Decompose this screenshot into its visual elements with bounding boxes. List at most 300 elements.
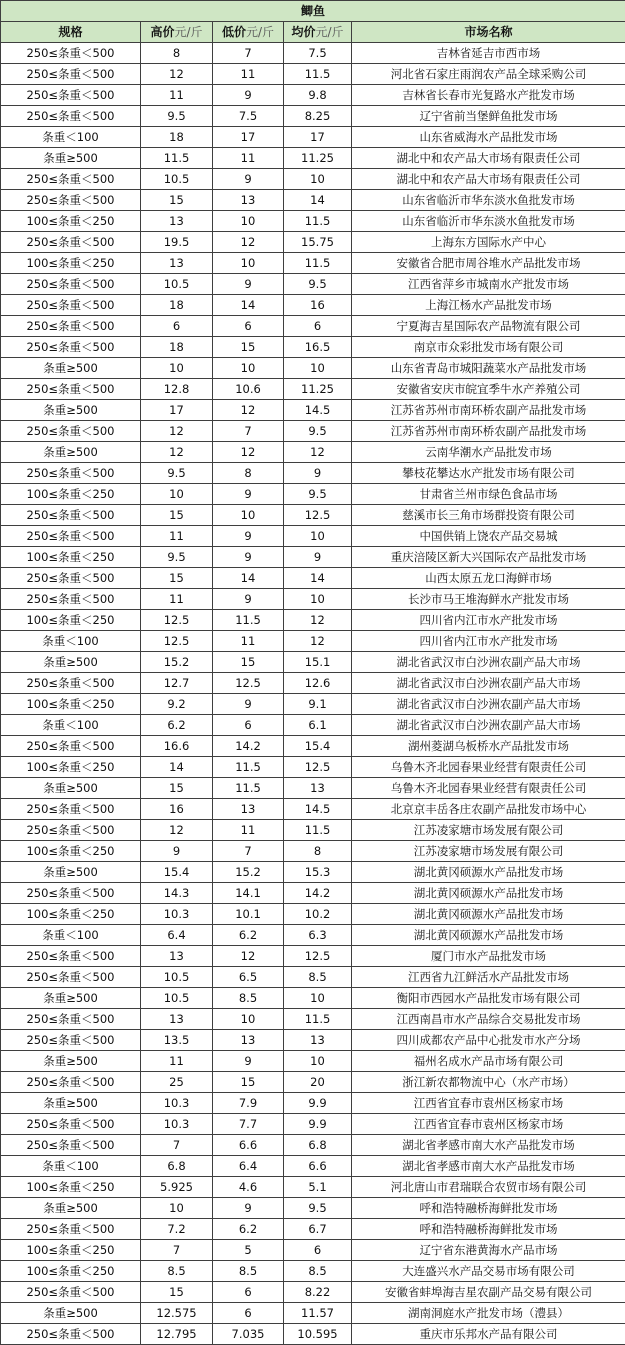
market-name-cell: 吉林省延吉市西市场	[352, 43, 625, 64]
table-row	[1, 64, 625, 85]
table-row	[1, 862, 625, 883]
spec-cell: 250≤条重＜500	[1, 85, 141, 106]
spec-cell: 250≤条重＜500	[1, 820, 141, 841]
table-row	[1, 274, 625, 295]
low-price-cell: 8.5	[213, 1261, 284, 1282]
spec-cell: 250≤条重＜500	[1, 799, 141, 820]
header-high-label: 高价	[150, 24, 175, 39]
low-price-cell: 12	[213, 232, 284, 253]
table-row	[1, 337, 625, 358]
spec-cell: 条重＜100	[1, 1156, 141, 1177]
high-price-cell: 16	[141, 799, 213, 820]
spec-cell: 100≤条重＜250	[1, 904, 141, 925]
market-name-cell: 四川省内江市水产批发市场	[352, 610, 625, 631]
spec-cell: 250≤条重＜500	[1, 379, 141, 400]
avg-price-cell: 9.5	[284, 274, 352, 295]
spec-cell: 100≤条重＜250	[1, 757, 141, 778]
high-price-cell: 12.5	[141, 610, 213, 631]
market-name-cell: 湖北黄冈硕源水产品批发市场	[352, 904, 625, 925]
high-price-cell: 18	[141, 295, 213, 316]
table-row	[1, 1177, 625, 1198]
table-row	[1, 946, 625, 967]
table-row	[1, 841, 625, 862]
high-price-cell: 9.5	[141, 463, 213, 484]
spec-cell: 250≤条重＜500	[1, 232, 141, 253]
spec-cell: 250≤条重＜500	[1, 1009, 141, 1030]
avg-price-cell: 11.25	[284, 148, 352, 169]
avg-price-cell: 6	[284, 1240, 352, 1261]
market-name-cell: 上海东方国际水产中心	[352, 232, 625, 253]
low-price-cell: 10.1	[213, 904, 284, 925]
avg-price-cell: 10.2	[284, 904, 352, 925]
high-price-cell: 6.4	[141, 925, 213, 946]
table-row	[1, 316, 625, 337]
low-price-cell: 13	[213, 190, 284, 211]
avg-price-cell: 20	[284, 1072, 352, 1093]
market-name-cell: 湖北中和农产品大市场有限责任公司	[352, 148, 625, 169]
avg-price-cell: 12	[284, 442, 352, 463]
market-name-cell: 江西省宜春市袁州区杨家市场	[352, 1114, 625, 1135]
avg-price-cell: 16	[284, 295, 352, 316]
market-name-cell: 河北唐山市君瑞联合农贸市场有限公司	[352, 1177, 625, 1198]
high-price-cell: 18	[141, 337, 213, 358]
spec-cell: 条重＜100	[1, 631, 141, 652]
high-price-cell: 6	[141, 316, 213, 337]
spec-cell: 250≤条重＜500	[1, 169, 141, 190]
market-name-cell: 山东省青岛市城阳蔬菜水产品批发市场	[352, 358, 625, 379]
avg-price-cell: 6.8	[284, 1135, 352, 1156]
market-name-cell: 呼和浩特融桥海鲜批发市场	[352, 1219, 625, 1240]
market-name-cell: 山东省临沂市华东淡水鱼批发市场	[352, 211, 625, 232]
table-row	[1, 190, 625, 211]
high-price-cell: 11	[141, 1051, 213, 1072]
high-price-cell: 11	[141, 85, 213, 106]
spec-cell: 250≤条重＜500	[1, 316, 141, 337]
market-name-cell: 湖北黄冈硕源水产品批发市场	[352, 925, 625, 946]
table-row	[1, 211, 625, 232]
market-name-cell: 湖州菱湖乌板桥水产品批发市场	[352, 736, 625, 757]
table-row	[1, 169, 625, 190]
table-row	[1, 883, 625, 904]
high-price-cell: 10	[141, 484, 213, 505]
high-price-cell: 8	[141, 43, 213, 64]
market-name-cell: 江西省宜春市袁州区杨家市场	[352, 1093, 625, 1114]
table-row	[1, 715, 625, 736]
spec-cell: 条重≥500	[1, 1303, 141, 1324]
low-price-cell: 14.1	[213, 883, 284, 904]
high-price-cell: 11	[141, 526, 213, 547]
avg-price-cell: 14.5	[284, 799, 352, 820]
spec-cell: 250≤条重＜500	[1, 883, 141, 904]
low-price-cell: 15	[213, 1072, 284, 1093]
avg-price-cell: 8.25	[284, 106, 352, 127]
market-name-cell: 呼和浩特融桥海鲜批发市场	[352, 1198, 625, 1219]
spec-cell: 250≤条重＜500	[1, 589, 141, 610]
table-row	[1, 1114, 625, 1135]
high-price-cell: 7.2	[141, 1219, 213, 1240]
spec-cell: 100≤条重＜250	[1, 547, 141, 568]
avg-price-cell: 10.595	[284, 1324, 352, 1345]
high-price-cell: 11	[141, 589, 213, 610]
avg-price-cell: 9	[284, 547, 352, 568]
low-price-cell: 6.5	[213, 967, 284, 988]
avg-price-cell: 8.5	[284, 1261, 352, 1282]
avg-price-cell: 10	[284, 169, 352, 190]
high-price-cell: 12	[141, 442, 213, 463]
avg-price-cell: 14	[284, 568, 352, 589]
low-price-cell: 14	[213, 295, 284, 316]
low-price-cell: 5	[213, 1240, 284, 1261]
high-price-cell: 15	[141, 505, 213, 526]
avg-price-cell: 9	[284, 463, 352, 484]
table-row	[1, 736, 625, 757]
spec-cell: 100≤条重＜250	[1, 1240, 141, 1261]
spec-cell: 250≤条重＜500	[1, 1324, 141, 1345]
market-name-cell: 安徽省蚌埠海吉星农副产品交易有限公司	[352, 1282, 625, 1303]
market-name-cell: 四川省内江市水产批发市场	[352, 631, 625, 652]
header-market-name: 市场名称	[352, 22, 625, 43]
market-name-cell: 山东省威海水产品批发市场	[352, 127, 625, 148]
low-price-cell: 11	[213, 820, 284, 841]
avg-price-cell: 13	[284, 1030, 352, 1051]
avg-price-cell: 8.22	[284, 1282, 352, 1303]
avg-price-cell: 11.5	[284, 64, 352, 85]
spec-cell: 250≤条重＜500	[1, 673, 141, 694]
header-high-unit: 元/斤	[174, 24, 203, 39]
low-price-cell: 6.6	[213, 1135, 284, 1156]
table-row	[1, 127, 625, 148]
low-price-cell: 15.2	[213, 862, 284, 883]
header-low-unit: 元/斤	[245, 24, 275, 39]
spec-cell: 250≤条重＜500	[1, 1282, 141, 1303]
table-row	[1, 799, 625, 820]
spec-cell: 250≤条重＜500	[1, 1030, 141, 1051]
market-name-cell: 衡阳市西园水产品批发市场有限公司	[352, 988, 625, 1009]
avg-price-cell: 6.1	[284, 715, 352, 736]
table-row	[1, 148, 625, 169]
avg-price-cell: 10	[284, 1051, 352, 1072]
market-name-cell: 湖南洞庭水产批发市场（澧县）	[352, 1303, 625, 1324]
low-price-cell: 11.5	[213, 610, 284, 631]
table-row	[1, 484, 625, 505]
low-price-cell: 11	[213, 148, 284, 169]
avg-price-cell: 7.5	[284, 43, 352, 64]
table-row	[1, 1240, 625, 1261]
high-price-cell: 11.5	[141, 148, 213, 169]
high-price-cell: 13	[141, 211, 213, 232]
avg-price-cell: 6.7	[284, 1219, 352, 1240]
avg-price-cell: 15.3	[284, 862, 352, 883]
low-price-cell: 9	[213, 1198, 284, 1219]
avg-price-cell: 12.6	[284, 673, 352, 694]
table-row	[1, 421, 625, 442]
spec-cell: 条重≥500	[1, 358, 141, 379]
low-price-cell: 6	[213, 1282, 284, 1303]
header-avg-label: 均价	[291, 24, 316, 39]
avg-price-cell: 15.4	[284, 736, 352, 757]
table-row	[1, 1156, 625, 1177]
market-name-cell: 大连盛兴水产品交易市场有限公司	[352, 1261, 625, 1282]
high-price-cell: 25	[141, 1072, 213, 1093]
table-row	[1, 1219, 625, 1240]
avg-price-cell: 6.3	[284, 925, 352, 946]
table-row	[1, 232, 625, 253]
high-price-cell: 12	[141, 64, 213, 85]
avg-price-cell: 10	[284, 589, 352, 610]
spec-cell: 100≤条重＜250	[1, 1261, 141, 1282]
spec-cell: 250≤条重＜500	[1, 337, 141, 358]
table-row	[1, 778, 625, 799]
low-price-cell: 12	[213, 400, 284, 421]
high-price-cell: 10.3	[141, 1093, 213, 1114]
avg-price-cell: 16.5	[284, 337, 352, 358]
high-price-cell: 12.575	[141, 1303, 213, 1324]
high-price-cell: 10.3	[141, 904, 213, 925]
high-price-cell: 9.5	[141, 547, 213, 568]
low-price-cell: 7.7	[213, 1114, 284, 1135]
avg-price-cell: 6.6	[284, 1156, 352, 1177]
avg-price-cell: 11.57	[284, 1303, 352, 1324]
spec-cell: 250≤条重＜500	[1, 505, 141, 526]
low-price-cell: 11	[213, 631, 284, 652]
avg-price-cell: 10	[284, 526, 352, 547]
header-avg-price	[284, 22, 352, 43]
market-name-cell: 湖北省孝感市南大水产品批发市场	[352, 1156, 625, 1177]
market-name-cell: 湖北省武汉市白沙洲农副产品大市场	[352, 694, 625, 715]
low-price-cell: 9	[213, 484, 284, 505]
low-price-cell: 6.4	[213, 1156, 284, 1177]
high-price-cell: 12	[141, 421, 213, 442]
spec-cell: 250≤条重＜500	[1, 526, 141, 547]
table-row	[1, 820, 625, 841]
high-price-cell: 14.3	[141, 883, 213, 904]
high-price-cell: 15	[141, 568, 213, 589]
spec-cell: 100≤条重＜250	[1, 253, 141, 274]
market-name-cell: 重庆市乐邦水产品有限公司	[352, 1324, 625, 1345]
avg-price-cell: 9.1	[284, 694, 352, 715]
table-row	[1, 988, 625, 1009]
header-low-price	[213, 22, 284, 43]
low-price-cell: 7	[213, 841, 284, 862]
market-name-cell: 湖北黄冈硕源水产品批发市场	[352, 862, 625, 883]
low-price-cell: 6	[213, 1303, 284, 1324]
market-name-cell: 辽宁省东港黄海水产品市场	[352, 1240, 625, 1261]
table-row	[1, 1198, 625, 1219]
market-name-cell: 攀枝花攀达水产批发市场有限公司	[352, 463, 625, 484]
spec-cell: 条重＜100	[1, 715, 141, 736]
high-price-cell: 12.795	[141, 1324, 213, 1345]
low-price-cell: 11	[213, 64, 284, 85]
avg-price-cell: 17	[284, 127, 352, 148]
low-price-cell: 7.5	[213, 106, 284, 127]
low-price-cell: 14.2	[213, 736, 284, 757]
avg-price-cell: 11.5	[284, 1009, 352, 1030]
header-low-label: 低价	[221, 24, 246, 39]
high-price-cell: 10.5	[141, 988, 213, 1009]
table-row	[1, 1093, 625, 1114]
high-price-cell: 17	[141, 400, 213, 421]
spec-cell: 条重≥500	[1, 862, 141, 883]
avg-price-cell: 6	[284, 316, 352, 337]
high-price-cell: 5.925	[141, 1177, 213, 1198]
low-price-cell: 6.2	[213, 925, 284, 946]
spec-cell: 100≤条重＜250	[1, 484, 141, 505]
table-row	[1, 400, 625, 421]
market-name-cell: 乌鲁木齐北园春果业经营有限责任公司	[352, 757, 625, 778]
avg-price-cell: 10	[284, 358, 352, 379]
avg-price-cell: 8.5	[284, 967, 352, 988]
low-price-cell: 9	[213, 694, 284, 715]
avg-price-cell: 12.5	[284, 505, 352, 526]
avg-price-cell: 9.9	[284, 1114, 352, 1135]
spec-cell: 250≤条重＜500	[1, 568, 141, 589]
spec-cell: 条重≥500	[1, 400, 141, 421]
market-name-cell: 南京市众彩批发市场有限公司	[352, 337, 625, 358]
table-row	[1, 379, 625, 400]
header-row	[1, 22, 625, 43]
market-name-cell: 北京京丰岳各庄农副产品批发市场中心	[352, 799, 625, 820]
high-price-cell: 16.6	[141, 736, 213, 757]
table-row	[1, 694, 625, 715]
table-row	[1, 610, 625, 631]
spec-cell: 条重≥500	[1, 988, 141, 1009]
market-name-cell: 江西省九江鲜活水产品批发市场	[352, 967, 625, 988]
market-name-cell: 江西省萍乡市城南水产批发市场	[352, 274, 625, 295]
avg-price-cell: 11.5	[284, 211, 352, 232]
market-name-cell: 山东省临沂市华东淡水鱼批发市场	[352, 190, 625, 211]
table-row	[1, 1135, 625, 1156]
table-row	[1, 295, 625, 316]
avg-price-cell: 12.5	[284, 946, 352, 967]
spec-cell: 条重≥500	[1, 1051, 141, 1072]
low-price-cell: 11.5	[213, 778, 284, 799]
market-name-cell: 江苏省苏州市南环桥农副产品批发市场	[352, 421, 625, 442]
market-name-cell: 湖北省武汉市白沙洲农副产品大市场	[352, 652, 625, 673]
low-price-cell: 12	[213, 946, 284, 967]
avg-price-cell: 10	[284, 988, 352, 1009]
market-name-cell: 上海江杨水产品批发市场	[352, 295, 625, 316]
spec-cell: 250≤条重＜500	[1, 106, 141, 127]
low-price-cell: 9	[213, 547, 284, 568]
market-name-cell: 重庆涪陵区新大兴国际农产品批发市场	[352, 547, 625, 568]
low-price-cell: 10	[213, 211, 284, 232]
avg-price-cell: 15.75	[284, 232, 352, 253]
market-name-cell: 山西太原五龙口海鲜市场	[352, 568, 625, 589]
table-row	[1, 526, 625, 547]
low-price-cell: 10.6	[213, 379, 284, 400]
low-price-cell: 10	[213, 253, 284, 274]
avg-price-cell: 14.2	[284, 883, 352, 904]
avg-price-cell: 9.9	[284, 1093, 352, 1114]
table-row	[1, 631, 625, 652]
table-row	[1, 967, 625, 988]
spec-cell: 100≤条重＜250	[1, 610, 141, 631]
high-price-cell: 15	[141, 778, 213, 799]
high-price-cell: 9	[141, 841, 213, 862]
avg-price-cell: 5.1	[284, 1177, 352, 1198]
low-price-cell: 17	[213, 127, 284, 148]
high-price-cell: 15	[141, 1282, 213, 1303]
high-price-cell: 15	[141, 190, 213, 211]
table-row	[1, 547, 625, 568]
spec-cell: 250≤条重＜500	[1, 1135, 141, 1156]
header-high-price	[141, 22, 213, 43]
low-price-cell: 6.2	[213, 1219, 284, 1240]
high-price-cell: 10.5	[141, 169, 213, 190]
table-row	[1, 568, 625, 589]
spec-cell: 条重≥500	[1, 148, 141, 169]
avg-price-cell: 9.5	[284, 1198, 352, 1219]
avg-price-cell: 15.1	[284, 652, 352, 673]
high-price-cell: 13	[141, 946, 213, 967]
table-row	[1, 106, 625, 127]
spec-cell: 250≤条重＜500	[1, 43, 141, 64]
low-price-cell: 6	[213, 715, 284, 736]
low-price-cell: 9	[213, 526, 284, 547]
table-row	[1, 253, 625, 274]
table-row	[1, 904, 625, 925]
spec-cell: 条重≥500	[1, 1093, 141, 1114]
high-price-cell: 9.2	[141, 694, 213, 715]
avg-price-cell: 12	[284, 631, 352, 652]
low-price-cell: 12.5	[213, 673, 284, 694]
market-name-cell: 湖北省武汉市白沙洲农副产品大市场	[352, 673, 625, 694]
avg-price-cell: 11.5	[284, 820, 352, 841]
spec-cell: 100≤条重＜250	[1, 1177, 141, 1198]
table-row	[1, 1303, 625, 1324]
spec-cell: 250≤条重＜500	[1, 463, 141, 484]
high-price-cell: 8.5	[141, 1261, 213, 1282]
avg-price-cell: 13	[284, 778, 352, 799]
spec-cell: 条重≥500	[1, 442, 141, 463]
table-row	[1, 1261, 625, 1282]
market-name-cell: 厦门市水产品批发市场	[352, 946, 625, 967]
high-price-cell: 12.8	[141, 379, 213, 400]
low-price-cell: 15	[213, 337, 284, 358]
high-price-cell: 12.5	[141, 631, 213, 652]
high-price-cell: 15.2	[141, 652, 213, 673]
spec-cell: 250≤条重＜500	[1, 736, 141, 757]
high-price-cell: 7	[141, 1135, 213, 1156]
low-price-cell: 7	[213, 421, 284, 442]
spec-cell: 100≤条重＜250	[1, 841, 141, 862]
low-price-cell: 9	[213, 589, 284, 610]
table-row	[1, 1051, 625, 1072]
high-price-cell: 10.3	[141, 1114, 213, 1135]
high-price-cell: 13.5	[141, 1030, 213, 1051]
avg-price-cell: 12	[284, 610, 352, 631]
avg-price-cell: 9.5	[284, 421, 352, 442]
market-name-cell: 宁夏海吉星国际农产品物流有限公司	[352, 316, 625, 337]
market-name-cell: 湖北黄冈硕源水产品批发市场	[352, 883, 625, 904]
high-price-cell: 10.5	[141, 274, 213, 295]
spec-cell: 250≤条重＜500	[1, 946, 141, 967]
avg-price-cell: 9.8	[284, 85, 352, 106]
market-name-cell: 长沙市马王堆海鲜水产批发市场	[352, 589, 625, 610]
low-price-cell: 10	[213, 1009, 284, 1030]
table-row	[1, 43, 625, 64]
low-price-cell: 15	[213, 652, 284, 673]
low-price-cell: 14	[213, 568, 284, 589]
high-price-cell: 18	[141, 127, 213, 148]
spec-cell: 250≤条重＜500	[1, 274, 141, 295]
low-price-cell: 8.5	[213, 988, 284, 1009]
low-price-cell: 9	[213, 85, 284, 106]
table-row	[1, 1030, 625, 1051]
market-name-cell: 江苏凌家塘市场发展有限公司	[352, 841, 625, 862]
table-title: 鲫鱼	[1, 1, 625, 22]
market-name-cell: 吉林省长春市光复路水产批发市场	[352, 85, 625, 106]
